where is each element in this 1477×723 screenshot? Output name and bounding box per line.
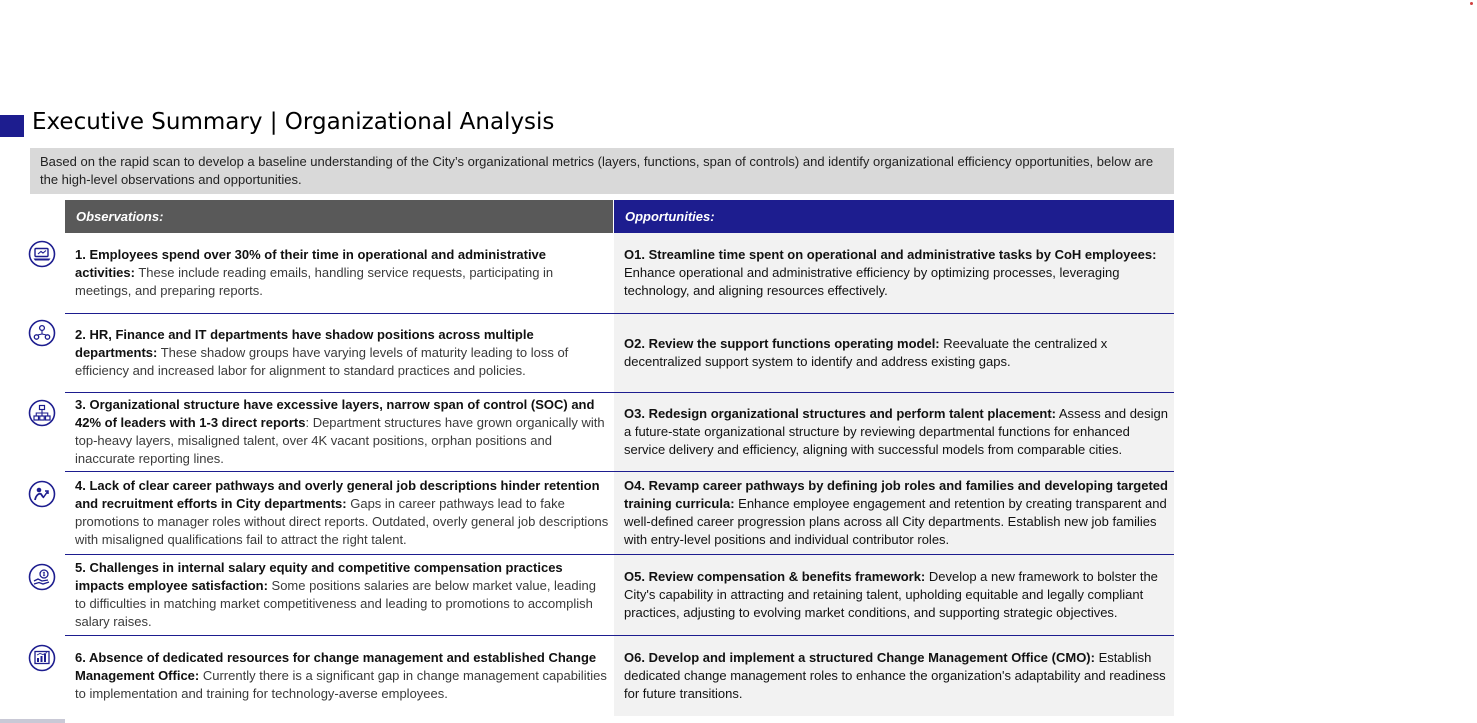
observation-cell (65, 472, 613, 554)
opportunity-heading: O5. Review compensation & benefits framework: (624, 569, 926, 584)
table-row (65, 233, 1174, 313)
table-row (65, 555, 1174, 635)
opportunity-cell (613, 636, 1174, 716)
page-title: Executive Summary | Organizational Analysis (32, 109, 555, 135)
opportunity-cell (613, 472, 1174, 554)
observation-detail: These include reading emails, handling service requests, participating in meetings, and preparing reports. (75, 265, 554, 298)
opportunity-detail: Develop a new framework to bolster the City's capability in attracting and retaining talent, upholding equitable and legally compliant practices, adjusting to evolving market conditions, and supporting strategic objectives. (624, 569, 1158, 620)
observation-cell (65, 555, 613, 635)
intro-summary: Based on the rapid scan to develop a baseline understanding of the City’s organizational metrics (layers, functions, span of controls) and identify organizational efficiency opportunities, below are the high-level observations and opportunities. (30, 148, 1174, 194)
table-row (65, 472, 1174, 554)
change-dashboard-icon (28, 644, 56, 672)
observation-detail: : Department structures have grown organically with top-heavy layers, misaligned talent, over 4K vacant positions, orphan positions and inaccurate reporting lines. (75, 415, 605, 466)
laptop-icon (28, 240, 56, 268)
observation-heading: 4. Lack of clear career pathways and overly general job descriptions hinder retention and recruitment efforts in City departments: (75, 478, 600, 511)
opportunity-heading: O2. Review the support functions operating model: (624, 336, 940, 351)
observation-cell (65, 314, 613, 392)
table-row (65, 314, 1174, 392)
observation-cell (65, 233, 613, 313)
observation-heading: 5. Challenges in internal salary equity and competitive compensation practices impacts employee satisfaction: (75, 560, 563, 593)
observation-cell (65, 393, 613, 471)
observations-header: Observations: (65, 200, 613, 233)
opportunity-cell (613, 233, 1174, 313)
opportunity-heading: O6. Develop and implement a structured Change Management Office (CMO): (624, 650, 1095, 665)
observation-detail: Some positions salaries are below market value, leading to difficulties in matching market competitiveness and leading to promotions to accomplish salary raises. (75, 578, 596, 629)
title-accent-marker (0, 115, 24, 137)
opportunity-detail: Establish dedicated change management roles to enhance the organization's adaptability and readiness for future transitions. (624, 650, 1166, 701)
people-network-icon (28, 319, 56, 347)
opportunity-heading: O4. Revamp career pathways by defining job roles and families and developing targeted training curricula: (624, 478, 1168, 511)
table-row (65, 636, 1174, 716)
opportunity-cell (613, 314, 1174, 392)
table-row (65, 393, 1174, 471)
observation-heading: 3. Organizational structure have excessive layers, narrow span of control (SOC) and 42% of leaders with 1-3 direct reports (75, 397, 595, 430)
opportunities-header: Opportunities: (614, 200, 1174, 233)
career-growth-icon (28, 480, 56, 508)
opportunity-cell (613, 555, 1174, 635)
observation-detail: These shadow groups have varying levels of maturity leading to loss of efficiency and increased labor for alignment to standard practices and policies. (75, 345, 569, 378)
observation-detail: Currently there is a significant gap in change management capabilities to implementation and training for technology-averse employees. (75, 668, 607, 701)
corner-mark (1470, 2, 1473, 5)
opportunity-heading: O1. Streamline time spent on operational and administrative tasks by CoH employees: (624, 247, 1157, 262)
footer-strip (0, 719, 65, 723)
opportunity-detail: Reevaluate the centralized x decentralized support system to identify and address existing gaps. (624, 336, 1108, 369)
observation-detail: Gaps in career pathways lead to fake promotions to manager roles without direct reports. Outdated, overly general job descriptions with misaligned qualifications fail to attract the right talent. (75, 496, 609, 547)
compensation-icon (28, 563, 56, 591)
opportunity-detail: Enhance operational and administrative efficiency by optimizing processes, leveraging technology, and aligning resources effectively. (624, 265, 1120, 298)
opportunity-detail: Enhance employee engagement and retention by creating transparent and well-defined career progression plans across all City departments. Establish new job families with entry-level positions and individual contributor roles. (624, 496, 1167, 547)
org-chart-icon (28, 399, 56, 427)
opportunity-cell (613, 393, 1174, 471)
opportunity-heading: O3. Redesign organizational structures and perform talent placement: (624, 406, 1056, 421)
opportunity-detail: Assess and design a future-state organizational structure by reviewing departmental functions for enhanced service delivery and efficiency, aligning with successful models from comparable cities. (624, 406, 1169, 457)
observation-heading: 2. HR, Finance and IT departments have shadow positions across multiple departments: (75, 327, 534, 360)
observation-heading: 6. Absence of dedicated resources for change management and established Change Management Office: (75, 650, 597, 683)
observation-cell (65, 636, 613, 716)
observation-heading: 1. Employees spend over 30% of their time in operational and administrative activities: (75, 247, 547, 280)
